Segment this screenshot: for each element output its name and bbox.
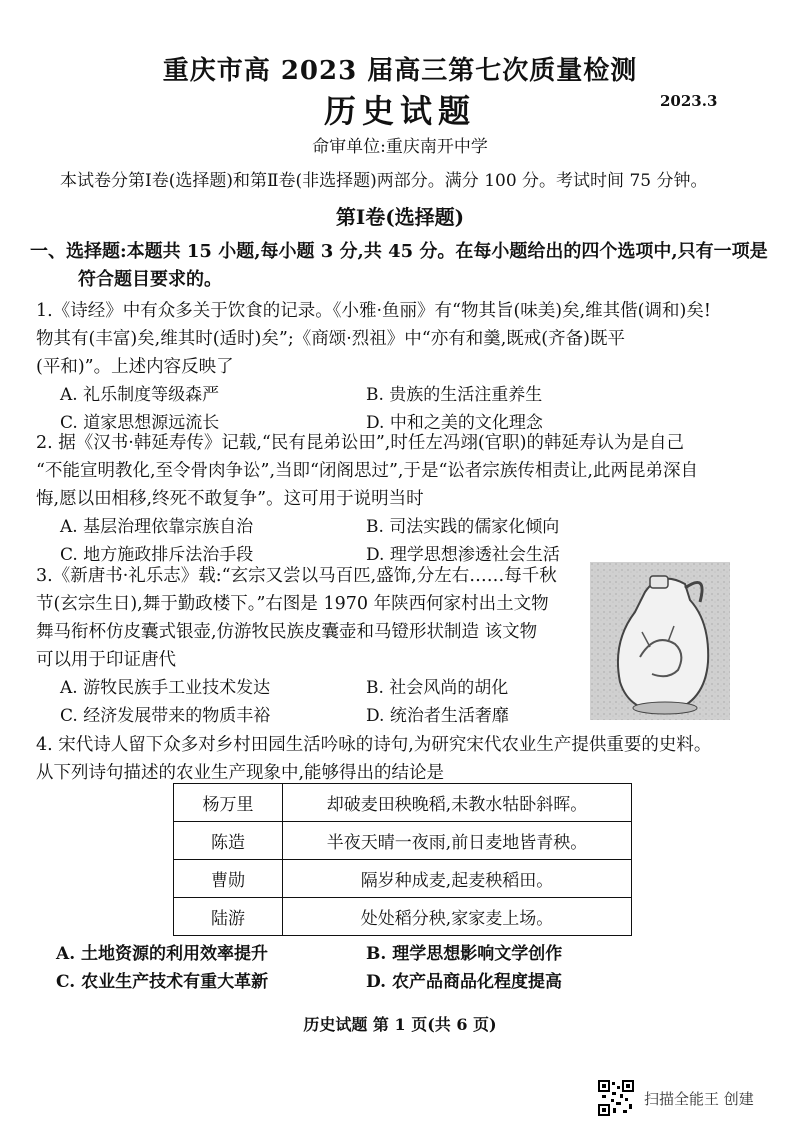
option-b: B. 贵族的生活注重养生 (366, 385, 543, 405)
option-a: A. 基层治理依靠宗族自治 (60, 517, 254, 537)
option-d: D. 理学思想渗透社会生活 (366, 545, 560, 565)
exam-intro: 本试卷分第Ⅰ卷(选择题)和第Ⅱ卷(非选择题)两部分。满分 100 分。考试时间 75 分钟。 (60, 171, 708, 191)
section-instructions (30, 238, 775, 294)
scanner-watermark (598, 1080, 754, 1116)
poet-cell: 曹勋 (174, 860, 283, 898)
verse-cell: 处处稻分秧,家家麦上场。 (283, 898, 632, 936)
question-stem-line: 4. 宋代诗人留下众多对乡村田园生活吟咏的诗句,为研究宋代农业生产提供重要的史料。 (36, 735, 712, 755)
section-line-1: 一、选择题:本题共 15 小题,每小题 3 分,共 45 分。在每小题给出的四个选项中,只有一项是 (30, 241, 768, 262)
options (36, 674, 596, 730)
option-c: C. 道家思想源远流长 (60, 413, 220, 433)
question-4 (36, 731, 786, 787)
option-a: A. 土地资源的利用效率提升 (56, 944, 269, 964)
question-stem-line: 节(玄宗生日),舞于勤政楼下。”右图是 1970 年陕西何家村出土文物 (36, 594, 549, 614)
poet-cell: 陈造 (174, 822, 283, 860)
question-stem-line: 从下列诗句描述的农业生产现象中,能够得出的结论是 (36, 763, 445, 783)
exam-title: 重庆市高 2023 届高三第七次质量检测 (162, 56, 638, 86)
question-3 (36, 562, 596, 730)
options (36, 940, 736, 996)
option-b: B. 理学思想影响文学创作 (366, 944, 563, 964)
question-stem-line: 悔,愿以田相移,终死不敢复争”。这可用于说明当时 (36, 489, 424, 509)
options (36, 513, 781, 569)
option-d: D. 中和之美的文化理念 (366, 413, 543, 433)
qr-code-icon (598, 1080, 634, 1116)
subject-title: 历史试题 (323, 92, 476, 130)
question-2 (36, 429, 781, 569)
option-b: B. 司法实践的儒家化倾向 (366, 517, 560, 537)
option-c: C. 经济发展带来的物质丰裕 (60, 706, 271, 726)
question-stem-line: 可以用于印证唐代 (36, 650, 176, 670)
question-stem-line: 舞马衔杯仿皮囊式银壶,仿游牧民族皮囊壶和马镫形状制造 该文物 (36, 622, 538, 642)
question-stem-line: 1.《诗经》中有众多关于饮食的记录。《小雅·鱼丽》有“物其旨(味美)矣,维其偕(调和)矣! (36, 301, 711, 321)
exam-date: 2023.3 (660, 92, 718, 110)
question-1 (36, 297, 776, 437)
verse-cell: 却破麦田秧晚稻,未教水牯卧斜晖。 (283, 784, 632, 822)
section-line-2: 符合题目要求的。 (78, 269, 222, 290)
question-stem-line: 3.《新唐书·礼乐志》载:“玄宗又尝以马百匹,盛饰,分左右……每千秋 (36, 566, 557, 586)
question-stem-line: 2. 据《汉书·韩延寿传》记载,“民有昆弟讼田”,时任左冯翊(官职)的韩延寿认为是自己 (36, 433, 684, 453)
silver-pot-image (590, 562, 730, 720)
option-c: C. 农业生产技术有重大革新 (56, 972, 269, 992)
option-a: A. 礼乐制度等级森严 (60, 385, 220, 405)
question-stem-line: “不能宣明教化,至令骨肉争讼”,当即“闭阁思过”,于是“讼者宗族传相责让,此两昆弟深自 (36, 461, 698, 481)
poem-table (173, 783, 632, 936)
verse-cell: 半夜天晴一夜雨,前日麦地皆青秧。 (283, 822, 632, 860)
part-heading: 第Ⅰ卷(选择题) (335, 205, 465, 229)
table-row (174, 822, 632, 860)
question-stem-line: (平和)”。上述内容反映了 (36, 357, 234, 377)
table-row (174, 784, 632, 822)
question-4-options (36, 940, 736, 996)
option-a: A. 游牧民族手工业技术发达 (60, 678, 271, 698)
option-d: D. 统治者生活奢靡 (366, 706, 509, 726)
verse-cell: 隔岁种成麦,起麦秧稻田。 (283, 860, 632, 898)
table-row (174, 860, 632, 898)
scanner-text: 扫描全能王 创建 (644, 1089, 754, 1108)
poet-cell: 杨万里 (174, 784, 283, 822)
option-d: D. 农产品商品化程度提高 (366, 972, 562, 992)
page-footer: 历史试题 第 1 页(共 6 页) (303, 1015, 497, 1034)
option-b: B. 社会风尚的胡化 (366, 678, 509, 698)
poet-cell: 陆游 (174, 898, 283, 936)
option-c: C. 地方施政排斥法治手段 (60, 545, 254, 565)
question-stem-line: 物其有(丰富)矣,维其时(适时)矣”;《商颂·烈祖》中“亦有和羹,既戒(齐备)既平 (36, 329, 625, 349)
table-row (174, 898, 632, 936)
setter-unit: 命审单位:重庆南开中学 (312, 137, 488, 157)
